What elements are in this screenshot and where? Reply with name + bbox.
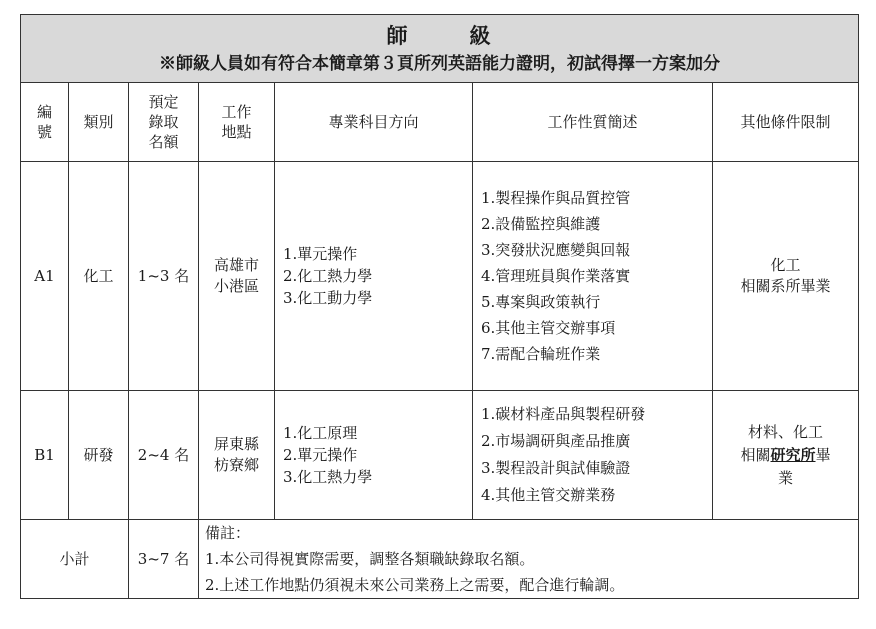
row-location: 屏東縣 枋寮鄉 bbox=[199, 391, 275, 520]
row-duties: 1.碳材料產品與製程研發 2.市場調研與產品推廣 3.製程設計與試俥驗證 4.其他主管交辦業務 bbox=[473, 391, 713, 520]
row-duties: 1.製程操作與品質控管 2.設備監控與維護 3.突發狀況應變與回報 4.管理班員與作業落實 5.專案與政策執行 6.其他主管交辦事項 7.需配合輪班作業 bbox=[473, 162, 713, 391]
col-header-conditions: 其他條件限制 bbox=[713, 83, 859, 162]
note-item: 2.上述工作地點仍須視未來公司業務上之需要，配合進行輪調。 bbox=[205, 576, 625, 594]
col-header-duties: 工作性質簡述 bbox=[473, 83, 713, 162]
column-header-row bbox=[21, 83, 859, 162]
row-category: 化工 bbox=[69, 162, 129, 391]
recruitment-table bbox=[20, 14, 859, 599]
row-id: B1 bbox=[21, 391, 69, 520]
table-subtitle: ※師級人員如有符合本簡章第３頁所列英語能力證明，初試得擇一方案加分 bbox=[159, 53, 721, 74]
subtotal-row bbox=[21, 520, 859, 599]
row-conditions: 材料、化工 相關研究所畢 業 bbox=[713, 391, 859, 520]
col-header-category: 類別 bbox=[69, 83, 129, 162]
recruitment-table-container bbox=[20, 14, 858, 599]
table-title: 師 級 bbox=[386, 22, 493, 48]
row-quota: 2~4 名 bbox=[129, 391, 199, 520]
table-row bbox=[21, 162, 859, 391]
col-header-subjects: 專業科目方向 bbox=[275, 83, 473, 162]
col-header-quota: 預定錄取名額 bbox=[129, 83, 199, 162]
emphasized-text: 研究所 bbox=[770, 445, 816, 464]
row-category: 研發 bbox=[69, 391, 129, 520]
subtotal-quota: 3~7 名 bbox=[129, 520, 199, 599]
row-quota: 1~3 名 bbox=[129, 162, 199, 391]
row-conditions: 化工 相關系所畢業 bbox=[713, 162, 859, 391]
notes-title: 備註： bbox=[205, 524, 251, 542]
row-id: A1 bbox=[21, 162, 69, 391]
col-header-location: 工作地點 bbox=[199, 83, 275, 162]
row-subjects: 1.單元操作 2.化工熱力學 3.化工動力學 bbox=[275, 162, 473, 391]
notes bbox=[199, 520, 859, 599]
table-header bbox=[21, 15, 859, 83]
subtotal-label: 小計 bbox=[21, 520, 129, 599]
row-subjects: 1.化工原理 2.單元操作 3.化工熱力學 bbox=[275, 391, 473, 520]
col-header-id: 編號 bbox=[21, 83, 69, 162]
row-location: 高雄市 小港區 bbox=[199, 162, 275, 391]
table-row bbox=[21, 391, 859, 520]
note-item: 1.本公司得視實際需要，調整各類職缺錄取名額。 bbox=[205, 550, 535, 568]
